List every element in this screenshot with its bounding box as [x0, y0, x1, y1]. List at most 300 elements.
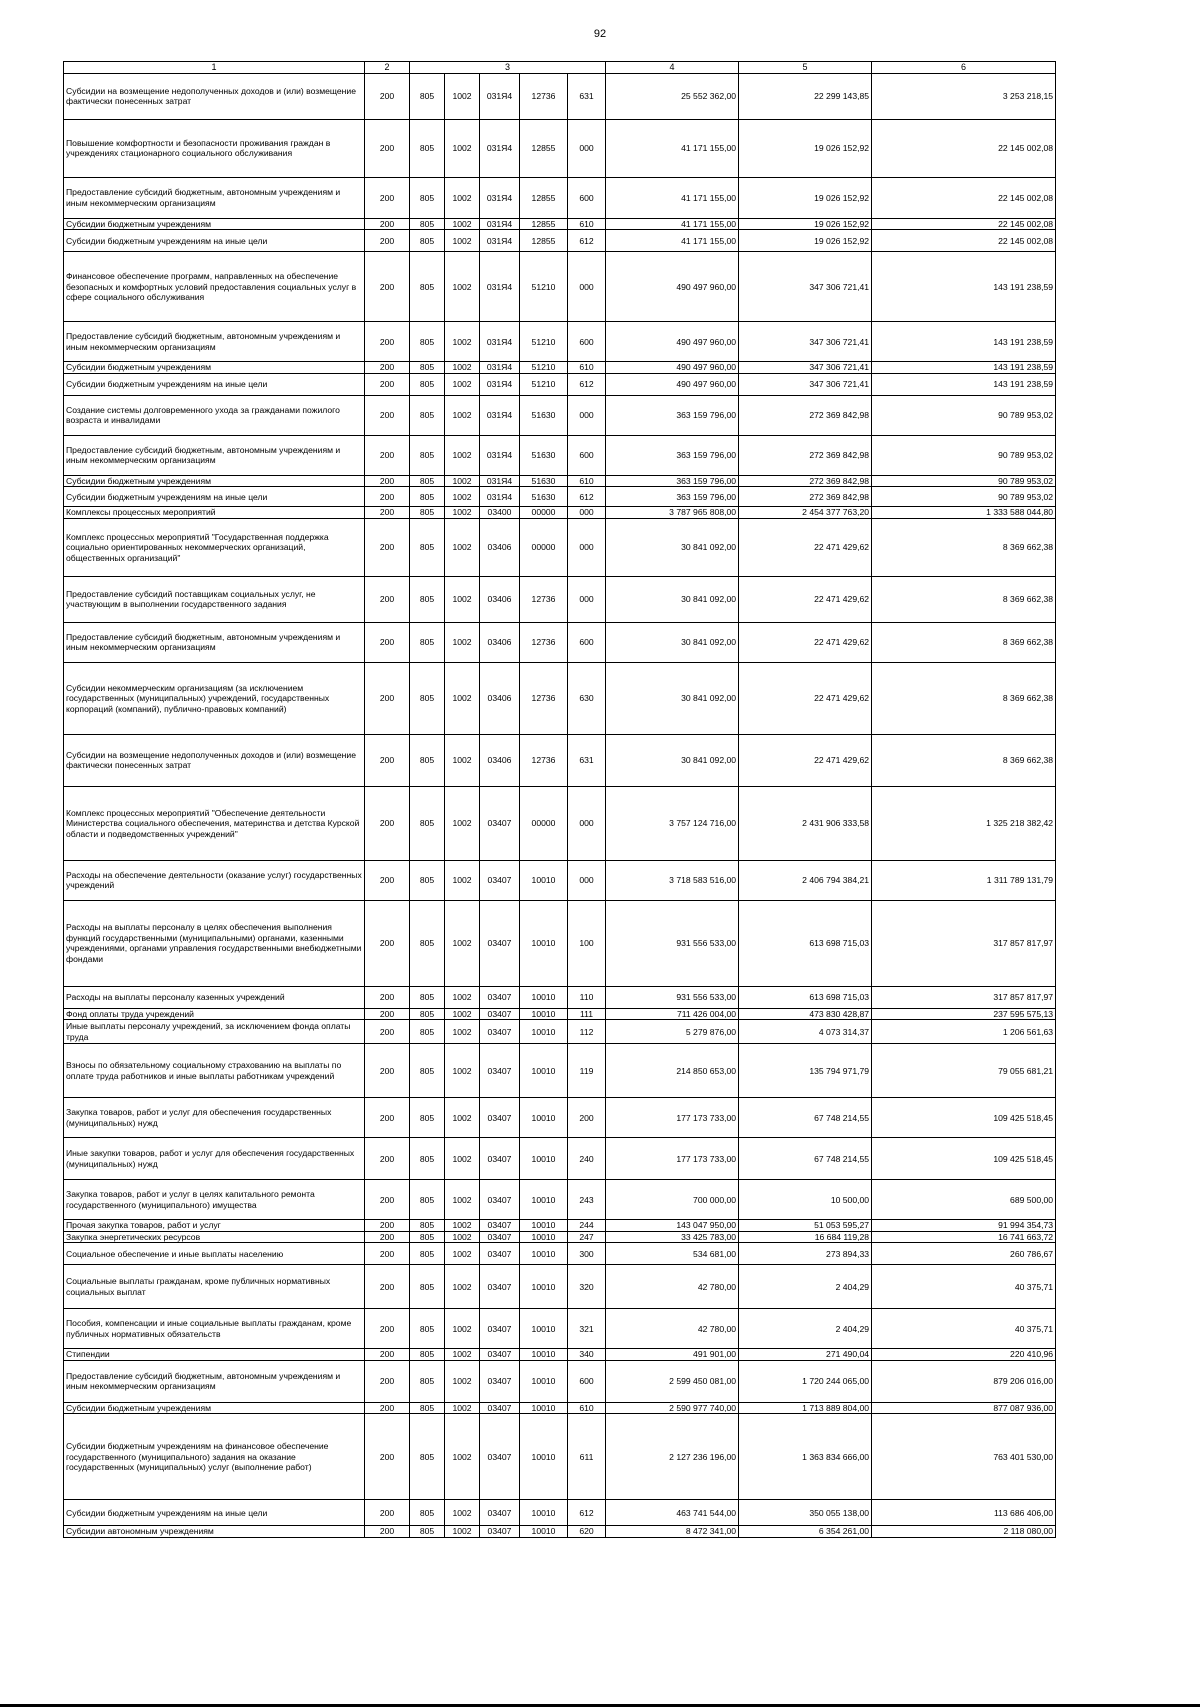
subsection-code-cell: 1002: [445, 73, 480, 119]
subsection-code-cell: 1002: [445, 1180, 480, 1220]
table-row: [64, 1500, 1056, 1526]
amount-actual-cell: 2 454 377 763,20: [739, 507, 872, 518]
table-row: [64, 900, 1056, 986]
program-code-cell: 031Я4: [480, 177, 520, 218]
program-code-cell: 03407: [480, 1008, 520, 1019]
amount-remainder-cell: 317 857 817,97: [872, 900, 1056, 986]
program-code-cell: 03407: [480, 1526, 520, 1537]
amount-actual-cell: 347 306 721,41: [739, 322, 872, 362]
program-code-cell: 03407: [480, 1180, 520, 1220]
table-row: [64, 362, 1056, 373]
amount-plan-cell: 30 841 092,00: [606, 576, 739, 622]
col-header-6: 6: [872, 62, 1056, 74]
table-row: [64, 576, 1056, 622]
section-code-cell: 805: [410, 362, 445, 373]
amount-actual-cell: 2 406 794 384,21: [739, 860, 872, 900]
amount-remainder-cell: 2 118 080,00: [872, 1526, 1056, 1537]
section-code-cell: 805: [410, 1526, 445, 1537]
table-row: [64, 395, 1056, 435]
amount-actual-cell: 2 431 906 333,58: [739, 786, 872, 860]
amount-actual-cell: 272 369 842,98: [739, 487, 872, 507]
expense-type-cell: 000: [568, 786, 606, 860]
admin-code-cell: 200: [365, 1500, 410, 1526]
program-code-cell: 03407: [480, 1044, 520, 1098]
subsection-code-cell: 1002: [445, 1008, 480, 1019]
amount-plan-cell: 5 279 876,00: [606, 1020, 739, 1044]
table-row: [64, 518, 1056, 576]
expense-type-cell: 300: [568, 1243, 606, 1265]
table-row: [64, 622, 1056, 662]
expense-type-cell: 112: [568, 1020, 606, 1044]
subsection-code-cell: 1002: [445, 518, 480, 576]
item-code-cell: 51630: [520, 487, 568, 507]
admin-code-cell: 200: [365, 1414, 410, 1500]
admin-code-cell: 200: [365, 475, 410, 486]
expense-type-cell: 630: [568, 662, 606, 734]
section-code-cell: 805: [410, 1500, 445, 1526]
program-code-cell: 03407: [480, 1138, 520, 1180]
section-code-cell: 805: [410, 1180, 445, 1220]
row-name-cell: Финансовое обеспечение программ, направленных на обеспечение безопасных и комфортных условий предоставления социальных услуг в сфере социального обслуживания: [64, 252, 365, 322]
section-code-cell: 805: [410, 119, 445, 177]
amount-actual-cell: 272 369 842,98: [739, 395, 872, 435]
program-code-cell: 03407: [480, 986, 520, 1008]
amount-actual-cell: 272 369 842,98: [739, 435, 872, 475]
amount-actual-cell: 2 404,29: [739, 1265, 872, 1309]
amount-plan-cell: 363 159 796,00: [606, 475, 739, 486]
amount-plan-cell: 41 171 155,00: [606, 218, 739, 229]
row-name-cell: Предоставление субсидий поставщикам социальных услуг, не участвующим в выполнении государственного задания: [64, 576, 365, 622]
admin-code-cell: 200: [365, 1526, 410, 1537]
item-code-cell: 12736: [520, 662, 568, 734]
admin-code-cell: 200: [365, 1309, 410, 1349]
section-code-cell: 805: [410, 487, 445, 507]
page-number: 92: [593, 28, 607, 40]
admin-code-cell: 200: [365, 1360, 410, 1402]
amount-plan-cell: 42 780,00: [606, 1265, 739, 1309]
table-row: [64, 1526, 1056, 1537]
section-code-cell: 805: [410, 218, 445, 229]
item-code-cell: 51630: [520, 475, 568, 486]
amount-actual-cell: 2 404,29: [739, 1309, 872, 1349]
item-code-cell: 12855: [520, 119, 568, 177]
row-name-cell: Взносы по обязательному социальному страхованию на выплаты по оплате труда работников и иные выплаты работникам учреждений: [64, 1044, 365, 1098]
expense-type-cell: 320: [568, 1265, 606, 1309]
row-name-cell: Субсидии бюджетным учреждениям на иные цели: [64, 373, 365, 395]
program-code-cell: 031Я4: [480, 487, 520, 507]
program-code-cell: 03407: [480, 900, 520, 986]
amount-remainder-cell: 237 595 575,13: [872, 1008, 1056, 1019]
program-code-cell: 03407: [480, 1500, 520, 1526]
amount-actual-cell: 67 748 214,55: [739, 1138, 872, 1180]
amount-plan-cell: 931 556 533,00: [606, 900, 739, 986]
subsection-code-cell: 1002: [445, 900, 480, 986]
row-name-cell: Субсидии бюджетным учреждениям: [64, 362, 365, 373]
subsection-code-cell: 1002: [445, 986, 480, 1008]
amount-plan-cell: 143 047 950,00: [606, 1220, 739, 1231]
amount-remainder-cell: 1 206 561,63: [872, 1020, 1056, 1044]
amount-remainder-cell: 22 145 002,08: [872, 230, 1056, 252]
subsection-code-cell: 1002: [445, 1526, 480, 1537]
subsection-code-cell: 1002: [445, 230, 480, 252]
row-name-cell: Предоставление субсидий бюджетным, автономным учреждениям и иным некоммерческим организациям: [64, 622, 365, 662]
section-code-cell: 805: [410, 860, 445, 900]
expense-type-cell: 610: [568, 218, 606, 229]
section-code-cell: 805: [410, 1044, 445, 1098]
item-code-cell: 10010: [520, 860, 568, 900]
admin-code-cell: 200: [365, 622, 410, 662]
program-code-cell: 03407: [480, 1414, 520, 1500]
item-code-cell: 10010: [520, 1500, 568, 1526]
amount-actual-cell: 1 713 889 804,00: [739, 1402, 872, 1413]
amount-remainder-cell: 143 191 238,59: [872, 362, 1056, 373]
subsection-code-cell: 1002: [445, 177, 480, 218]
program-code-cell: 03407: [480, 1020, 520, 1044]
amount-remainder-cell: 8 369 662,38: [872, 622, 1056, 662]
amount-actual-cell: 67 748 214,55: [739, 1098, 872, 1138]
table-row: [64, 1402, 1056, 1413]
program-code-cell: 031Я4: [480, 362, 520, 373]
col-header-3: 3: [410, 62, 606, 74]
subsection-code-cell: 1002: [445, 1402, 480, 1413]
row-name-cell: Субсидии бюджетным учреждениям: [64, 475, 365, 486]
amount-plan-cell: 33 425 783,00: [606, 1231, 739, 1242]
table-row: [64, 1138, 1056, 1180]
amount-actual-cell: 19 026 152,92: [739, 177, 872, 218]
expense-type-cell: 610: [568, 362, 606, 373]
item-code-cell: 51210: [520, 373, 568, 395]
table-row: [64, 662, 1056, 734]
expense-type-cell: 610: [568, 475, 606, 486]
row-name-cell: Расходы на выплаты персоналу казенных учреждений: [64, 986, 365, 1008]
row-name-cell: Социальное обеспечение и иные выплаты населению: [64, 1243, 365, 1265]
subsection-code-cell: 1002: [445, 1309, 480, 1349]
program-code-cell: 03407: [480, 1098, 520, 1138]
program-code-cell: 03406: [480, 518, 520, 576]
amount-remainder-cell: 40 375,71: [872, 1265, 1056, 1309]
section-code-cell: 805: [410, 373, 445, 395]
amount-plan-cell: 491 901,00: [606, 1349, 739, 1360]
amount-remainder-cell: 8 369 662,38: [872, 662, 1056, 734]
expense-type-cell: 247: [568, 1231, 606, 1242]
subsection-code-cell: 1002: [445, 362, 480, 373]
row-name-cell: Прочая закупка товаров, работ и услуг: [64, 1220, 365, 1231]
section-code-cell: 805: [410, 507, 445, 518]
table-row: [64, 177, 1056, 218]
program-code-cell: 03407: [480, 786, 520, 860]
amount-actual-cell: 22 471 429,62: [739, 576, 872, 622]
program-code-cell: 031Я4: [480, 252, 520, 322]
expense-type-cell: 000: [568, 507, 606, 518]
admin-code-cell: 200: [365, 252, 410, 322]
expense-type-cell: 000: [568, 252, 606, 322]
expense-type-cell: 321: [568, 1309, 606, 1349]
item-code-cell: 10010: [520, 1414, 568, 1500]
program-code-cell: 03406: [480, 662, 520, 734]
program-code-cell: 03407: [480, 860, 520, 900]
item-code-cell: 10010: [520, 1309, 568, 1349]
section-code-cell: 805: [410, 1360, 445, 1402]
subsection-code-cell: 1002: [445, 322, 480, 362]
amount-plan-cell: 700 000,00: [606, 1180, 739, 1220]
expense-type-cell: 000: [568, 860, 606, 900]
section-code-cell: 805: [410, 576, 445, 622]
expense-type-cell: 111: [568, 1008, 606, 1019]
subsection-code-cell: 1002: [445, 786, 480, 860]
expense-type-cell: 610: [568, 1402, 606, 1413]
row-name-cell: Пособия, компенсации и иные социальные выплаты гражданам, кроме публичных нормативных обязательств: [64, 1309, 365, 1349]
admin-code-cell: 200: [365, 1402, 410, 1413]
amount-actual-cell: 19 026 152,92: [739, 119, 872, 177]
amount-plan-cell: 30 841 092,00: [606, 622, 739, 662]
amount-actual-cell: 4 073 314,37: [739, 1020, 872, 1044]
table-row: [64, 1243, 1056, 1265]
amount-plan-cell: 3 787 965 808,00: [606, 507, 739, 518]
section-code-cell: 805: [410, 1020, 445, 1044]
amount-remainder-cell: 877 087 936,00: [872, 1402, 1056, 1413]
subsection-code-cell: 1002: [445, 119, 480, 177]
table-row: [64, 119, 1056, 177]
amount-plan-cell: 41 171 155,00: [606, 230, 739, 252]
row-name-cell: Предоставление субсидий бюджетным, автономным учреждениям и иным некоммерческим организациям: [64, 1360, 365, 1402]
admin-code-cell: 200: [365, 119, 410, 177]
expense-type-cell: 600: [568, 322, 606, 362]
item-code-cell: 10010: [520, 1220, 568, 1231]
expense-type-cell: 631: [568, 734, 606, 786]
table-row: [64, 252, 1056, 322]
row-name-cell: Создание системы долговременного ухода за гражданами пожилого возраста и инвалидами: [64, 395, 365, 435]
amount-actual-cell: 350 055 138,00: [739, 1500, 872, 1526]
expense-type-cell: 600: [568, 435, 606, 475]
section-code-cell: 805: [410, 435, 445, 475]
amount-remainder-cell: 763 401 530,00: [872, 1414, 1056, 1500]
subsection-code-cell: 1002: [445, 252, 480, 322]
row-name-cell: Субсидии на возмещение недополученных доходов и (или) возмещение фактически понесенных затрат: [64, 734, 365, 786]
amount-actual-cell: 22 471 429,62: [739, 734, 872, 786]
amount-actual-cell: 613 698 715,03: [739, 986, 872, 1008]
subsection-code-cell: 1002: [445, 1020, 480, 1044]
program-code-cell: 03407: [480, 1309, 520, 1349]
amount-plan-cell: 2 127 236 196,00: [606, 1414, 739, 1500]
program-code-cell: 03400: [480, 507, 520, 518]
program-code-cell: 03406: [480, 576, 520, 622]
row-name-cell: Стипендии: [64, 1349, 365, 1360]
item-code-cell: 12736: [520, 73, 568, 119]
amount-plan-cell: 463 741 544,00: [606, 1500, 739, 1526]
program-code-cell: 031Я4: [480, 230, 520, 252]
item-code-cell: 10010: [520, 1044, 568, 1098]
amount-plan-cell: 2 590 977 740,00: [606, 1402, 739, 1413]
section-code-cell: 805: [410, 1138, 445, 1180]
program-code-cell: 031Я4: [480, 322, 520, 362]
admin-code-cell: 200: [365, 1180, 410, 1220]
row-name-cell: Субсидии бюджетным учреждениям: [64, 1402, 365, 1413]
section-code-cell: 805: [410, 622, 445, 662]
amount-remainder-cell: 22 145 002,08: [872, 119, 1056, 177]
item-code-cell: 51630: [520, 435, 568, 475]
subsection-code-cell: 1002: [445, 734, 480, 786]
item-code-cell: 10010: [520, 1243, 568, 1265]
amount-plan-cell: 363 159 796,00: [606, 435, 739, 475]
amount-plan-cell: 214 850 653,00: [606, 1044, 739, 1098]
subsection-code-cell: 1002: [445, 622, 480, 662]
table-row: [64, 435, 1056, 475]
item-code-cell: 51630: [520, 395, 568, 435]
amount-remainder-cell: 79 055 681,21: [872, 1044, 1056, 1098]
admin-code-cell: 200: [365, 734, 410, 786]
table-row: [64, 218, 1056, 229]
amount-actual-cell: 347 306 721,41: [739, 252, 872, 322]
expense-type-cell: 600: [568, 622, 606, 662]
section-code-cell: 805: [410, 252, 445, 322]
row-name-cell: Предоставление субсидий бюджетным, автономным учреждениям и иным некоммерческим организациям: [64, 177, 365, 218]
row-name-cell: Субсидии бюджетным учреждениям на иные цели: [64, 1500, 365, 1526]
table-row: [64, 487, 1056, 507]
expense-type-cell: 620: [568, 1526, 606, 1537]
admin-code-cell: 200: [365, 1008, 410, 1019]
admin-code-cell: 200: [365, 395, 410, 435]
amount-plan-cell: 490 497 960,00: [606, 373, 739, 395]
subsection-code-cell: 1002: [445, 860, 480, 900]
program-code-cell: 031Я4: [480, 435, 520, 475]
subsection-code-cell: 1002: [445, 1360, 480, 1402]
admin-code-cell: 200: [365, 900, 410, 986]
admin-code-cell: 200: [365, 1098, 410, 1138]
admin-code-cell: 200: [365, 860, 410, 900]
expense-type-cell: 612: [568, 230, 606, 252]
amount-plan-cell: 490 497 960,00: [606, 252, 739, 322]
section-code-cell: 805: [410, 1402, 445, 1413]
subsection-code-cell: 1002: [445, 576, 480, 622]
table-row: [64, 734, 1056, 786]
amount-actual-cell: 22 299 143,85: [739, 73, 872, 119]
section-code-cell: 805: [410, 1349, 445, 1360]
admin-code-cell: 200: [365, 435, 410, 475]
section-code-cell: 805: [410, 662, 445, 734]
program-code-cell: 03407: [480, 1349, 520, 1360]
row-name-cell: Комплексы процессных мероприятий: [64, 507, 365, 518]
section-code-cell: 805: [410, 177, 445, 218]
item-code-cell: 10010: [520, 1349, 568, 1360]
amount-remainder-cell: 40 375,71: [872, 1309, 1056, 1349]
expense-type-cell: 612: [568, 373, 606, 395]
program-code-cell: 03406: [480, 622, 520, 662]
row-name-cell: Субсидии автономным учреждениям: [64, 1526, 365, 1537]
item-code-cell: 51210: [520, 252, 568, 322]
table-row: [64, 475, 1056, 486]
item-code-cell: 12855: [520, 177, 568, 218]
program-code-cell: 03407: [480, 1402, 520, 1413]
expense-type-cell: 100: [568, 900, 606, 986]
amount-remainder-cell: 90 789 953,02: [872, 435, 1056, 475]
program-code-cell: 03407: [480, 1360, 520, 1402]
expense-type-cell: 244: [568, 1220, 606, 1231]
section-code-cell: 805: [410, 734, 445, 786]
row-name-cell: Фонд оплаты труда учреждений: [64, 1008, 365, 1019]
amount-actual-cell: 22 471 429,62: [739, 622, 872, 662]
program-code-cell: 03406: [480, 734, 520, 786]
program-code-cell: 031Я4: [480, 395, 520, 435]
row-name-cell: Предоставление субсидий бюджетным, автономным учреждениям и иным некоммерческим организациям: [64, 322, 365, 362]
program-code-cell: 031Я4: [480, 119, 520, 177]
table-row: [64, 1044, 1056, 1098]
row-name-cell: Субсидии некоммерческим организациям (за исключением государственных (муниципальных) учреждений, государственных корпораций (компаний), публично-правовых компаний): [64, 662, 365, 734]
item-code-cell: 00000: [520, 507, 568, 518]
row-name-cell: Повышение комфортности и безопасности проживания граждан в учреждениях стационарного социального обслуживания: [64, 119, 365, 177]
table-row: [64, 986, 1056, 1008]
admin-code-cell: 200: [365, 507, 410, 518]
amount-actual-cell: 347 306 721,41: [739, 362, 872, 373]
table-row: [64, 1265, 1056, 1309]
expense-type-cell: 119: [568, 1044, 606, 1098]
expense-type-cell: 243: [568, 1180, 606, 1220]
item-code-cell: 10010: [520, 1265, 568, 1309]
table-row: [64, 1360, 1056, 1402]
amount-plan-cell: 363 159 796,00: [606, 395, 739, 435]
amount-remainder-cell: 143 191 238,59: [872, 373, 1056, 395]
amount-actual-cell: 135 794 971,79: [739, 1044, 872, 1098]
amount-remainder-cell: 90 789 953,02: [872, 487, 1056, 507]
section-code-cell: 805: [410, 322, 445, 362]
admin-code-cell: 200: [365, 1138, 410, 1180]
amount-actual-cell: 51 053 595,27: [739, 1220, 872, 1231]
admin-code-cell: 200: [365, 1243, 410, 1265]
section-code-cell: 805: [410, 900, 445, 986]
admin-code-cell: 200: [365, 177, 410, 218]
program-code-cell: 03407: [480, 1265, 520, 1309]
section-code-cell: 805: [410, 73, 445, 119]
amount-actual-cell: 271 490,04: [739, 1349, 872, 1360]
amount-plan-cell: 42 780,00: [606, 1309, 739, 1349]
amount-remainder-cell: 90 789 953,02: [872, 395, 1056, 435]
program-code-cell: 031Я4: [480, 475, 520, 486]
amount-actual-cell: 22 471 429,62: [739, 518, 872, 576]
table-row: [64, 1414, 1056, 1500]
item-code-cell: 10010: [520, 1231, 568, 1242]
section-code-cell: 805: [410, 1414, 445, 1500]
section-code-cell: 805: [410, 1220, 445, 1231]
subsection-code-cell: 1002: [445, 475, 480, 486]
admin-code-cell: 200: [365, 1220, 410, 1231]
item-code-cell: 10010: [520, 1180, 568, 1220]
section-code-cell: 805: [410, 1098, 445, 1138]
table-row: [64, 1349, 1056, 1360]
amount-plan-cell: 41 171 155,00: [606, 177, 739, 218]
amount-remainder-cell: 22 145 002,08: [872, 177, 1056, 218]
section-code-cell: 805: [410, 1265, 445, 1309]
subsection-code-cell: 1002: [445, 1414, 480, 1500]
amount-actual-cell: 1 720 244 065,00: [739, 1360, 872, 1402]
admin-code-cell: 200: [365, 230, 410, 252]
amount-remainder-cell: 109 425 518,45: [872, 1098, 1056, 1138]
amount-remainder-cell: 8 369 662,38: [872, 576, 1056, 622]
admin-code-cell: 200: [365, 73, 410, 119]
subsection-code-cell: 1002: [445, 1243, 480, 1265]
row-name-cell: Иные закупки товаров, работ и услуг для обеспечения государственных (муниципальных) нужд: [64, 1138, 365, 1180]
col-header-2: 2: [365, 62, 410, 74]
row-name-cell: Закупка товаров, работ и услуг для обеспечения государственных (муниципальных) нужд: [64, 1098, 365, 1138]
expense-type-cell: 612: [568, 487, 606, 507]
item-code-cell: 10010: [520, 900, 568, 986]
subsection-code-cell: 1002: [445, 1500, 480, 1526]
item-code-cell: 12855: [520, 230, 568, 252]
amount-plan-cell: 30 841 092,00: [606, 662, 739, 734]
row-name-cell: Закупка энергетических ресурсов: [64, 1231, 365, 1242]
table-row: [64, 230, 1056, 252]
row-name-cell: Социальные выплаты гражданам, кроме публичных нормативных социальных выплат: [64, 1265, 365, 1309]
expense-type-cell: 631: [568, 73, 606, 119]
item-code-cell: 10010: [520, 1526, 568, 1537]
